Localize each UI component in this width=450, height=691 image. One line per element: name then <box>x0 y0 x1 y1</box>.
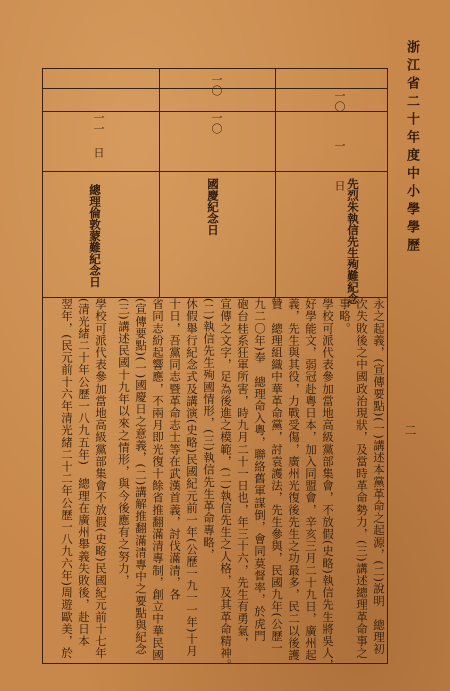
body-column: (清光緒二十年公歷一八九五年) 總理在廣州舉義失敗後，赴日本 <box>77 298 91 647</box>
body-column: 翌年，(民元前十六年清光緒二十二年公歷一八九六年)周遊歐美，於 <box>60 298 74 660</box>
body-column: 宣傳之文字，足為後進之模範，(二)執信先生之人格，及其革命精神。 <box>219 298 233 672</box>
schedule-day-label: 日 <box>333 180 346 191</box>
schedule-date-month: 一一 <box>92 112 105 134</box>
body-column: 義，先生與其役，力戰受傷，廣州光復後先生之功最多，民二以後護 <box>287 298 301 661</box>
body-column: 省同志紛起響應，不兩月即光復十餘省推翻滿清專制，創立中華民國 <box>151 298 165 661</box>
body-column: 休假舉行紀念式及講演(史略)民國紀元前一年(公歷一九一一年)十月 <box>185 298 199 658</box>
body-column: 永之起義，(宣傳要點)(一)講述本黨革命之起源，(二)說明 總理初 <box>372 298 386 656</box>
schedule-date-day: 一〇 <box>210 112 223 134</box>
body-column: 次失敗後之中國政治現狀，及當時革命勢力，(三)講述總理革命事之 <box>355 298 369 660</box>
body-text <box>44 296 386 672</box>
body-column: 十日，吾黨同志暨革命志士等在武漢首義，討伐滿清，各 <box>168 298 182 601</box>
schedule-date-day: 日 <box>92 147 105 158</box>
page-header-title: 浙江省二十年度中小學學歷 <box>404 40 419 256</box>
row-divider <box>43 171 387 172</box>
body-column: (二)執信先生殉國情形，(三)執信先生革命專略， <box>202 298 216 561</box>
body-column: 好學能文，弱冠赴粵日本，加入同盟會，辛亥三月二十九日，廣州起 <box>304 298 318 661</box>
body-column: (宣傳要點)(一)國慶日之意義，(二)講解推翻滿清專中之要點與紀念 <box>134 298 148 656</box>
schedule-event: 國慶紀念日 <box>206 178 220 236</box>
schedule-date-month: 一〇 <box>333 90 346 112</box>
schedule-date-day: 一 <box>333 140 346 151</box>
body-column: 九二〇年)奉 總理命入粵，聯絡舊軍謀倒，會同莫督率，於虎門 <box>253 298 267 642</box>
body-column: 學校可派代表參加當地高級黨部集會，不放假(史略)執信先生將吳人， <box>321 298 335 672</box>
body-column: 砲台桂系狂軍所害，時九月二十一日也，年三十六，先生有勇氣， <box>236 298 250 649</box>
body-column: 事略。 <box>338 298 352 335</box>
page-number: 二 <box>403 424 417 436</box>
column-divider <box>275 69 276 297</box>
column-divider <box>159 69 160 297</box>
schedule-date-month: 一〇 <box>210 74 223 96</box>
schedule-event: 先烈朱執信先生殉難紀念 <box>346 178 360 305</box>
body-column: 贊 總理組織中華革命黨，討袁護法，先生參與，民國九年(公歷一 <box>270 298 284 654</box>
body-column: (三)講述民國十九年以來之情形，與今後應有之努力， <box>117 298 131 587</box>
body-column: 學校可派代表參加當地高級黨部集會不放假(史略)民國紀元前十七年 <box>94 298 108 660</box>
schedule-event: 總理倫敦蒙難紀念日 <box>88 184 102 288</box>
